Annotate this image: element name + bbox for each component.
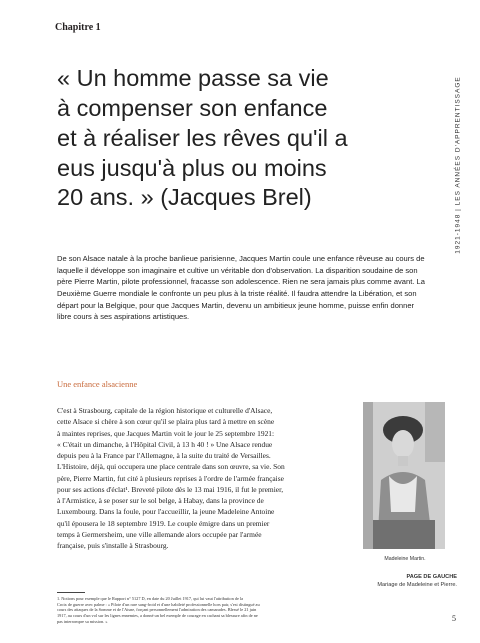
footnote-line: pas interrompre sa mission. » (57, 618, 108, 624)
footnote-line: 1. Notions pour exemple que le Rapport n° 5127 D, en date du 20 Juillet 1917, qui lui vaut l'attribution de la (57, 596, 244, 601)
body-line: père, Pierre Martin, fut cité à plusieurs reprises à l'ordre de l'armée française (57, 473, 284, 483)
portrait-illustration (363, 402, 445, 549)
body-line: pour ses actions d'éclat¹. Breveté pilote dès le 13 mai 1916, il fut le premier, (57, 484, 284, 494)
body-line: à maintes reprises, que Jacques Martin voit le jour le 25 septembre 1921: (57, 428, 275, 438)
footnote (57, 596, 277, 624)
running-header (452, 20, 464, 310)
body-line: depuis peu à la France par l'Allemagne, à la suite du traité de Versailles. (57, 451, 271, 460)
body-line: « C'était un dimanche, à l'Hôpital Civil, à 13 h 40 ! » Une Alsace rendue (57, 439, 273, 449)
intro-paragraph (57, 253, 435, 323)
quote-line: « Un homme passe sa vie (57, 65, 329, 91)
quote-line: et à réaliser les rêves qu'il a (57, 124, 348, 151)
page-number: 5 (452, 614, 456, 623)
page-gauche-note (345, 574, 457, 589)
body-line: temps à Germersheim, une ville allemande alors occupée par l'armée (57, 529, 262, 539)
page-gauche-text: Mariage de Madeleine et Pierre. (377, 581, 457, 588)
intro-line: laquelle il développe son imaginaire et cultive un véritable don d'observation. La disparition soudaine de son (57, 265, 418, 275)
body-line: Luxembourg. Dans la foule, pour l'accueillir, la jeune Madeleine Antoine (57, 507, 275, 517)
opening-quote (57, 64, 417, 213)
body-line: cette Alsace si chère à son cœur qu'il se plaira plus tard à mettre en scène (57, 417, 275, 427)
footnote-line: Croix de guerre avec palme : « Pilote d'un rare sang-froid et d'une habileté professionnelle hors pair, s'est distingué au (57, 601, 260, 607)
intro-line: père Pierre Martin, pilote professionnel, fracasse son adolescence. Rien ne sera jamais plus comme avant. La (57, 277, 425, 287)
chapter-label: Chapitre 1 (55, 22, 101, 33)
section-title: Une enfance alsacienne (57, 379, 138, 389)
intro-line: libre cours à ses aspirations artistiques. (57, 312, 190, 322)
intro-line: départ pour la Belgique, pour que Jacques Martin, devenu un ambitieux jeune homme, puisse enfin donner (57, 300, 415, 310)
quote-line: à compenser son enfance (57, 94, 328, 121)
body-line: C'est à Strasbourg, capitale de la région historique et culturelle d'Alsace, (57, 406, 273, 415)
body-line: à l'Armistice, à se poser sur le sol belge, à Habay, dans la province de (57, 496, 264, 505)
body-paragraph (57, 405, 344, 551)
body-line: qu'il épousera le 18 septembre 1919. Le couple émigre dans un premier (57, 518, 270, 528)
body-line: française, puis s'installe à Strasbourg. (57, 541, 169, 550)
intro-line: Deuxième Guerre mondiale le confronte un peu plus à la triste réalité. Il faudra attendre la Libération, et son (57, 289, 417, 299)
footnote-line: 1917, au cours d'un vol sur les lignes ennemies, a donné un bel exemple de courage en cachant sa blessure afin de ne (57, 613, 258, 619)
footnote-rule (57, 592, 85, 593)
footnote-line: cours des attaques de la Somme et de l'Aisne, forçant personnellement l'admiration des camarades. Blessé le 21 juin (57, 607, 257, 613)
intro-line: De son Alsace natale à la proche banlieue parisienne, Jacques Martin coule une enfance rêveuse au cours de (57, 254, 425, 263)
page-gauche-heading: PAGE DE GAUCHE (406, 574, 457, 580)
body-line: L'Histoire, déjà, qui occupera une place centrale dans son œuvre, sa vie. Son (57, 462, 285, 472)
quote-line: 20 ans. » (Jacques Brel) (57, 184, 312, 211)
running-title: 1921-1948 | LES ANNÉES D'APPRENTISSAGE (454, 76, 462, 254)
photo-caption: Madeleine Martin. (384, 556, 426, 562)
portrait-photo (363, 402, 445, 549)
quote-line: eus jusqu'à plus ou moins (57, 154, 327, 181)
